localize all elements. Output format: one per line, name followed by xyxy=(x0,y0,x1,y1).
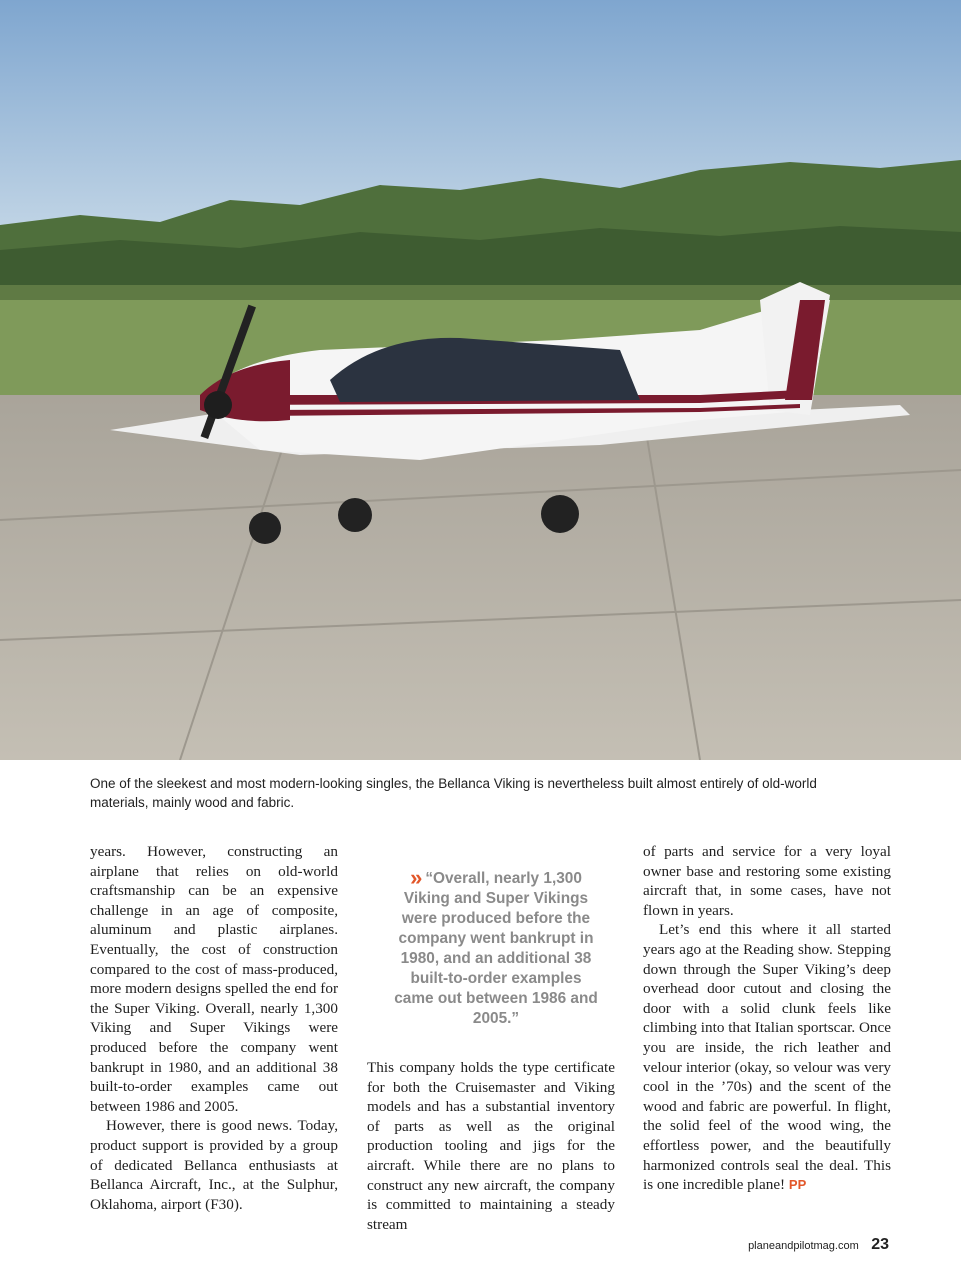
footer-url: planeandpilotmag.com xyxy=(748,1240,859,1252)
column-2 xyxy=(367,1058,615,1234)
page-footer xyxy=(748,1236,889,1254)
end-mark: PP xyxy=(788,1177,807,1193)
photo-caption: One of the sleekest and most modern-looking singles, the Bellanca Viking is nevertheless built almost entirely of old-world materials, mainly wood and fabric. xyxy=(90,776,817,810)
page-number: 23 xyxy=(871,1236,889,1253)
pull-quote xyxy=(394,865,598,1029)
pull-quote-text: “Overall, nearly 1,300 Viking and Super Vikings were produced before the company went bankrupt in 1980, and an additional 38 built-to-order examples came out between 1986 and 2005.” xyxy=(394,870,598,1027)
paragraph: However, there is good news. Today, product support is provided by a group of dedicated Bellanca enthusiasts at Bellanca Aircraft, Inc., at the Sulphur, Oklahoma, airport (F30). xyxy=(90,1117,338,1213)
paragraph: years. However, constructing an airplane that relies on old-world craftsmanship can be an expensive challenge in an age of composite, aluminum and plastic airplanes. Eventually, the cost of construction compared to the cost of mass-produced, more modern designs spelled the end for the Super Viking. Overall, nearly 1,300 Viking and Super Vikings were produced before the company went bankrupt in 1980, and an additional 38 built-to-order examples came out between 1986 and 2005. xyxy=(90,843,338,1115)
column-3 xyxy=(643,842,891,1195)
paragraph: This company holds the type certificate for both the Cruisemaster and Viking models and has a substantial inventory of parts as well as the original production tooling and jigs for the aircraft. While there are no plans to construct any new aircraft, the company is committed to maintaining a steady stream xyxy=(367,1059,615,1233)
paragraph: of parts and service for a very loyal owner base and restoring some existing aircraft that, in some cases, have not flown in years. xyxy=(643,843,891,919)
quote-chevron-icon: » xyxy=(410,865,420,890)
column-1 xyxy=(90,842,338,1214)
paragraph-text: Let’s end this where it all started years ago at the Reading show. Stepping down through the Super Viking’s deep overhead door cutout and closing the door with a solid clunk feels like climbing into that Italian sportscar. Once you are inside, the rich leather and velour interior (okay, so velour was very cool in the ’70s) and the scent of the wood and fabric are powerful. In flight, the solid feel of the wood wing, the effortless power, and the beautifully harmonized controls seal the deal. This is one incredible plane! xyxy=(643,921,891,1194)
paragraph xyxy=(643,920,891,1194)
